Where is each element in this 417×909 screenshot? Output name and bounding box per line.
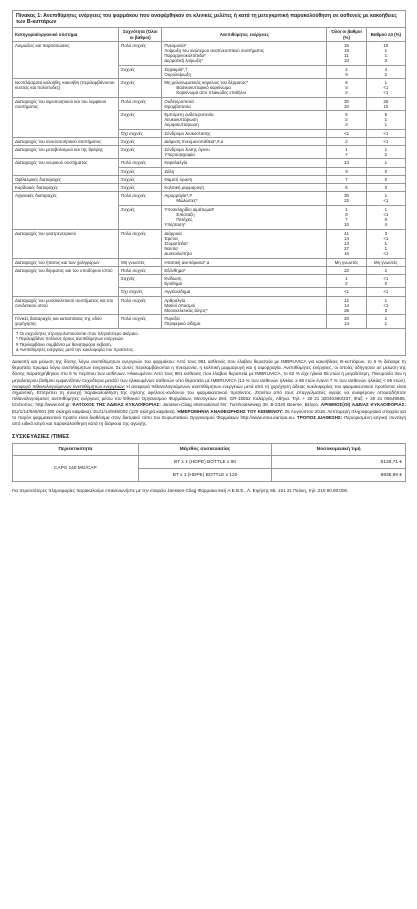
reaction-name: Λευκοκυττάρωση (164, 117, 198, 123)
grade3-value: 4 (384, 222, 388, 228)
frequency-cell: Συχνές (119, 146, 162, 159)
authorisation-number-label: ΑΡΙΘΜΟΣ(ΟΙ) ΑΔΕΙΑΣ ΚΥΚΛΟΦΟΡΙΑΣ: (320, 402, 406, 408)
frequency-cell: Συχνές (119, 167, 162, 175)
grade3-value: 1 (384, 117, 388, 123)
reaction-cell (162, 258, 327, 266)
table-row (13, 266, 406, 274)
reaction-cell (162, 137, 327, 145)
all-grades-value: 30 (344, 98, 349, 104)
grade3-cell (366, 65, 405, 78)
all-grades-value: 27 (344, 246, 349, 252)
all-grades-value: 41 (344, 230, 349, 236)
grade3-value: <1 (383, 90, 389, 96)
grade3-value: 1 (384, 80, 388, 86)
reaction-name: Ζάλη (164, 168, 175, 174)
all-grades-cell (327, 192, 366, 205)
price-cell: 5128,71 € (272, 456, 406, 469)
grade3-value: 3 (384, 307, 388, 313)
grade3-cell (366, 175, 405, 183)
table-row (13, 315, 406, 328)
all-grades-cell (327, 175, 366, 183)
grade3-value: 2 (384, 152, 388, 158)
reaction-name: Διάμεση πνευμονοπάθεια*,#,a (164, 138, 224, 144)
all-grades-value: 11 (344, 53, 349, 59)
reaction-name: Μυοσκελετικός άλγος* (164, 307, 208, 313)
grade3-cell (366, 274, 405, 287)
all-grades-cell (327, 159, 366, 167)
grade3-value: 1 (384, 53, 388, 59)
revision-date-label: ΗΜΕΡΟΜΗΝΙΑ ΑΝΑΘΕΩΡΗΣΗΣ ΤΟΥ ΚΕΙΜΕΝΟΥ: (177, 408, 284, 414)
grade3-value: 10 (383, 103, 389, 109)
all-grades-value: 20 (344, 316, 349, 322)
table-row (13, 97, 406, 110)
grade3-cell (366, 296, 405, 315)
table-row (13, 184, 406, 192)
all-grades-cell (327, 266, 366, 274)
reaction-cell (162, 79, 327, 98)
frequency-cell: Πολύ συχνές (119, 192, 162, 205)
all-grades-value: 2 (345, 117, 348, 123)
all-grades-value: 3 (345, 85, 348, 91)
grade3-cell (366, 111, 405, 130)
grade3-cell (366, 184, 405, 192)
grade3-cell (366, 79, 405, 98)
frequency-cell: Πολύ συχνές (119, 266, 162, 274)
all-grades-value: 6 (345, 80, 348, 86)
all-grades-value: Μη γνωστές (334, 259, 359, 265)
revision-date-text: 25 Αυγούστου 2016. Λεπτομερή πληροφοριακά στοιχεία για το παρόν φαρμακευτικό προϊόν είναι διαθέσιμα στον δικτυακό τόπο του Ευρωπαϊκού Οργανισμού Φαρμάκων http://www.ema.europa.eu. (12, 408, 407, 420)
footnote: † Οι συχνότητες στρογγυλοποιούνται στον πλησιέστερο ακέραιο. (16, 330, 139, 336)
document-page (12, 10, 406, 494)
reaction-cell (162, 146, 327, 159)
reaction-name: Υπέρταση* (164, 222, 186, 228)
all-grades-cell (327, 315, 366, 328)
all-grades-value: 9 (345, 168, 348, 174)
grade3-value: 0 (384, 217, 388, 223)
reaction-cell (162, 129, 327, 137)
all-grades-cell (327, 41, 366, 65)
all-grades-value: 19 (344, 48, 349, 54)
reaction-name: Λοίμωξη του ανώτερου αναπνευστικού συστήματος (164, 48, 265, 54)
reaction-cell (162, 97, 327, 110)
reaction-cell (162, 296, 327, 315)
soc-cell: Διαταραχές του μυοσκελετικού συστήματος και του συνδετικού ιστού (13, 296, 119, 315)
dose-discontinuation-text: Διακοπή και μείωση της δόσης λόγω ανεπιθύμητων ενεργειών του φαρμάκου: Από τους 981 ασθενείς που έλαβαν θεραπεία με IMBRUVICA για κακοήθειες Β-κυττάρων, το 5 % διέκοψε τη θεραπεία πρώιμα λόγω ανεπιθύμητων ενεργειών. Σε αυτές περιλαμβάνονται η πνευμονία, η κολπική μαρμαρυγή και η αιμορραγία. Ανεπιθύμητες ενέργειες, οι οποίες οδήγησαν σε μείωση της δόσης παρατηρήθηκαν στο 5 % περίπου των ασθενών. Ηλικιωμένοι: Από τους 981 ασθενείς που έλαβαν θεραπεία με IMBRUVICA, το 62 % είχε ηλικία 65 ετών ή μεγαλύτερη. Πνευμονία 3ου ή μεγαλύτερου βαθμού εμφανιζόταν συχνότερα μεταξύ των ηλικιωμένων ασθενών υπό θεραπεία με IMBRUVICA (13 % των ασθενών ηλικίας ≥ 65 ετών έναντι 7 % των ασθενών ηλικίας < 65 ετών). (12, 358, 406, 383)
grade3-cell (366, 315, 405, 328)
reaction-name: Έμετος (164, 235, 179, 241)
all-grades-value: 4 (345, 66, 348, 72)
reaction-cell (162, 167, 327, 175)
all-grades-cell (327, 288, 366, 296)
table-row (13, 137, 406, 145)
soc-cell: Διαταραχές του δέρματος και του υποδόριου ιστού (13, 266, 119, 296)
grade3-value: 1 (384, 193, 388, 199)
all-grades-value: 28 (344, 307, 349, 313)
reaction-cell (162, 274, 327, 287)
reaction-name: Ουρολοίμωξη (164, 71, 191, 77)
frequency-cell: Πολύ συχνές (119, 296, 162, 315)
grade3-value: 4 (384, 66, 388, 72)
grade3-cell (366, 229, 405, 258)
all-grades-value: 14 (344, 235, 349, 241)
grade3-value: 3 (384, 230, 388, 236)
holder-text: Janssen-Cilag International NV, Turnhoutseweg 30, B-2340 Beerse, Βέλγιο. (160, 402, 320, 408)
grade3-value: 26 (383, 98, 389, 104)
all-grades-cell (327, 184, 366, 192)
all-grades-value: 7 (345, 217, 348, 223)
grade3-cell (366, 266, 405, 274)
all-grades-value: 1 (345, 275, 348, 281)
frequency-cell: Όχι συχνές (119, 129, 162, 137)
table-row (13, 159, 406, 167)
grade3-cell (366, 205, 405, 229)
reaction-name: Εξάνθημα* (164, 267, 186, 273)
grade3-value: <1 (383, 289, 389, 295)
all-grades-cell (327, 274, 366, 287)
grade3-cell (366, 288, 405, 296)
all-grades-value: 13 (344, 240, 349, 246)
all-grades-value: <1 (344, 289, 350, 295)
grade3-value: 1 (384, 147, 388, 153)
packaging-row (13, 456, 406, 469)
table-row (13, 79, 406, 98)
reaction-name: Μη μελανωματικός καρκίνος του δέρματος* (164, 80, 249, 86)
table-row (13, 175, 406, 183)
reaction-cell (162, 205, 327, 229)
all-grades-cell (327, 79, 366, 98)
table-body (13, 41, 406, 328)
grade3-value: <1 (383, 211, 389, 217)
reaction-cell (162, 184, 327, 192)
soc-cell: Διαταραχές του αιμοποιητικού και του λεμφικού συστήματος (13, 97, 119, 137)
reaction-name: Ηπατική ανεπάρκεια*,a (164, 259, 210, 265)
frequency-cell: Συχνές (119, 205, 162, 229)
footnote: a Ανεπιθύμητες ενέργειες μετά την κυκλοφορία του προϊόντος. (16, 347, 135, 353)
prescribing-info-paragraph (12, 359, 406, 427)
all-grades-value: 22 (344, 267, 349, 273)
grade3-value: <1 (383, 302, 389, 308)
soc-cell: Διαταραχές του μεταβολισμού και της θρέψης (13, 146, 119, 159)
grade3-value: 1 (384, 321, 388, 327)
grade3-value: 0 (384, 168, 388, 174)
grade3-value: 1 (384, 206, 388, 212)
holder-label: ΚΑΤΟΧΟΣ ΤΗΣ ΑΔΕΙΑΣ ΚΥΚΛΟΦΟΡΙΑΣ: (72, 402, 161, 408)
table-row (13, 296, 406, 315)
table-row (13, 41, 406, 65)
all-grades-cell (327, 129, 366, 137)
reaction-cell (162, 175, 327, 183)
reaction-name: Περιφερικό οίδημα (164, 321, 201, 327)
all-grades-value: 7 (345, 152, 348, 158)
grade3-value: 1 (384, 48, 388, 54)
all-grades-value: 16 (344, 42, 349, 48)
packaging-table (12, 443, 406, 482)
frequency-cell: Συχνές (119, 79, 162, 98)
reaction-cell (162, 229, 327, 258)
header-frequency: Συχνότητα (Όλοι οι βαθμοί) (119, 28, 162, 41)
reaction-cell (162, 65, 327, 78)
grade3-value: 5 (384, 112, 388, 118)
all-grades-value: 10 (344, 222, 349, 228)
frequency-cell: Συχνές (119, 274, 162, 287)
table-row (13, 258, 406, 266)
reaction-name: Εμπύρετη ουδετεροπενία (164, 112, 214, 118)
frequency-cell: Μη γνωστές (119, 258, 162, 266)
reaction-name: Κολπική μαρμαρυγή (164, 185, 204, 191)
grade3-value: 1 (384, 246, 388, 252)
all-grades-value: 2 (345, 281, 348, 287)
reaction-cell (162, 288, 327, 296)
header-strength: Περιεκτικότητα (13, 444, 139, 456)
table-caption: Πίνακας 1: Ανεπιθύμητες ενέργειες του φαρμάκου που αναφέρθηκαν σε κλινικές μελέτες ή κατά τη μετεγκριτική παρακολούθηση σε ασθενείς με κακοήθειες των Β-κυττάρων (13, 11, 406, 28)
supply-text: Περιορισμένη ιατρική συνταγή από ειδικό ιατρό και παρακολούθηση κατά τη διάρκεια της αγωγής. (12, 414, 406, 426)
header-hospital-price: Νοσοκομειακή τιμή (272, 444, 406, 456)
grade3-cell (366, 97, 405, 110)
grade3-value: 10 (383, 42, 389, 48)
all-grades-cell (327, 146, 366, 159)
grade3-value: <1 (383, 198, 389, 204)
reaction-name: Υποσκληρίδιο αιμάτωμα# (164, 206, 214, 212)
reaction-name: Δερματική λοίμωξη* (164, 58, 203, 64)
frequency-cell: Συχνές (119, 175, 162, 183)
all-grades-value: 7 (345, 176, 348, 182)
reaction-name: Θρομβοπενία (164, 103, 191, 109)
grade3-value: 3 (384, 58, 388, 64)
reaction-name: Διάρροια (164, 230, 182, 236)
frequency-cell: Συχνές (119, 184, 162, 192)
price-cell: 6835,89 € (272, 469, 406, 482)
grade3-value: Μη γνωστές (374, 259, 398, 265)
frequency-cell: Πολύ συχνές (119, 41, 162, 65)
soc-cell: Διαταραχές του γαστρεντερικού (13, 229, 119, 258)
all-grades-cell (327, 229, 366, 258)
authorisation-number-text: EU/1/14/945/001 (90 σκληρά καψάκια). EU/1/14/945/002 (120 σκληρά καψάκια). (12, 408, 176, 414)
contact-footer: Για περισσότερες πληροφορίες παρακαλούμε επικοινωνήστε με την εταιρεία Janssen-Cilag Φαρμακευτική Α.Ε.Β.Ε., Λ. Ειρήνης 56, 151 21 Πεύκη, τηλ. 210 80.90.000. (12, 488, 349, 494)
all-grades-value: 14 (344, 321, 349, 327)
all-grades-value: 1 (345, 206, 348, 212)
reaction-name: Βασικοκυτταρικό καρκίνωμα (176, 85, 231, 91)
all-grades-cell (327, 205, 366, 229)
all-grades-cell (327, 137, 366, 145)
all-grades-value: 13 (344, 160, 349, 166)
table-row (13, 229, 406, 258)
header-pack-size: Μέγεθος συσκευασίας (138, 444, 272, 456)
reaction-name: Σύνδρομο λύσης όγκου (164, 147, 210, 153)
packaging-header-row (13, 444, 406, 456)
reaction-name: Υπερουριχαιμία (164, 152, 195, 158)
reaction-cell (162, 111, 327, 130)
grade3-value: 2 (384, 316, 388, 322)
footnote: * Περιλαμβάνει πολλούς όρους ανεπιθύμητων ενεργειών. (16, 336, 125, 342)
grade3-value: 1 (384, 122, 388, 128)
reaction-name: Πνευμονία* (164, 42, 187, 48)
reaction-name: Θαμπή όραση (164, 176, 193, 182)
packaging-title: ΣΥΣΚΕΥΑΣΙΕΣ /ΤΙΜΕΣ (12, 434, 70, 441)
reaction-cell (162, 192, 327, 205)
all-grades-cell (327, 97, 366, 110)
soc-cell: Διαταραχές του νευρικού συστήματος (13, 159, 119, 175)
reaction-name: Σύνδρομο λευκόστασης (164, 130, 211, 136)
frequency-cell: Πολύ συχνές (119, 229, 162, 258)
reaction-name: Αγγειοοίδημα (164, 289, 191, 295)
all-grades-cell (327, 258, 366, 266)
reaction-cell (162, 315, 327, 328)
reaction-name: Μυϊκοί σπασμοί (164, 302, 196, 308)
all-grades-value: 2 (345, 138, 348, 144)
all-grades-value: 5 (345, 112, 348, 118)
frequency-cell: Όχι συχνές (119, 288, 162, 296)
grade3-value: <1 (383, 138, 389, 144)
reaction-cell (162, 266, 327, 274)
all-grades-value: 2 (345, 122, 348, 128)
all-grades-value: 9 (345, 71, 348, 77)
grade3-cell (366, 146, 405, 159)
reaction-name: Δυσκοιλιότητα (164, 251, 192, 257)
table-header-row (13, 28, 406, 41)
all-grades-value: 30 (344, 193, 349, 199)
all-grades-cell (327, 111, 366, 130)
all-grades-value: 12 (344, 297, 349, 303)
pack-size-cell: BT x 1 (HDPE) BOTTLE x 120 (138, 469, 272, 482)
grade3-value: <1 (383, 251, 389, 257)
grade3-value: <1 (383, 235, 389, 241)
all-grades-value: 16 (344, 251, 349, 257)
reaction-name: Σηψαιμία*,† (164, 66, 188, 72)
grade3-value: 2 (384, 71, 388, 77)
reaction-name: Αρθραλγία (164, 297, 186, 303)
grade3-value: 3 (384, 185, 388, 191)
supply-label: ΤΡΟΠΟΣ ΔΙΑΘΕΣΗΣ: (296, 414, 343, 420)
soc-cell: Νεοπλάσματα καλοήθη, κακοήθη (περιλαμβάνονται κύστεις και πολύποδες) (13, 79, 119, 98)
soc-cell: Γενικές διαταραχές και καταστάσεις της οδού χορήγησης (13, 315, 119, 328)
all-grades-cell (327, 167, 366, 175)
grade3-cell (366, 192, 405, 205)
grade3-cell (366, 167, 405, 175)
grade3-value: 0 (384, 176, 388, 182)
header-all-grades: Όλοι οι βαθμοί (%) (327, 28, 366, 41)
reaction-cell (162, 41, 327, 65)
table-row (13, 146, 406, 159)
reaction-name: Μώλωπες* (176, 198, 198, 204)
all-grades-value: 8 (345, 211, 348, 217)
all-grades-value: 1 (345, 147, 348, 153)
all-grades-value: 6 (345, 185, 348, 191)
all-grades-value: 22 (344, 198, 349, 204)
reaction-cell (162, 159, 327, 167)
frequency-cell: Συχνές (119, 137, 162, 145)
adverse-reactions-table (12, 10, 406, 356)
grade3-cell (366, 258, 405, 266)
soc-cell: Αγγειακές διαταραχές (13, 192, 119, 229)
reaction-name: Παραρρινοκολπίτιδα* (164, 53, 206, 59)
reaction-name: Επίσταξη (176, 211, 195, 217)
grade3-value: 1 (384, 240, 388, 246)
reaction-name: Αιμορραγία*,# (164, 193, 192, 199)
reaction-name: Πυρεξία (164, 316, 180, 322)
grade3-value: 1 (384, 160, 388, 166)
header-soc: Κατηγορία/οργανικό σύστημα (13, 28, 119, 41)
reaction-name: Καρκίνωμα από πλακώδες επιθήλιο (176, 90, 247, 96)
grade3-value: 0 (384, 281, 388, 287)
all-grades-value: 14 (344, 302, 349, 308)
grade3-value: 2 (384, 267, 388, 273)
grade3-cell (366, 137, 405, 145)
reaction-name: Κνίδωση (164, 275, 182, 281)
reaction-name: Στοματίτιδα* (164, 240, 189, 246)
frequency-cell: Πολύ συχνές (119, 159, 162, 167)
soc-cell: Καρδιακές διαταραχές (13, 184, 119, 192)
soc-cell: Διαταραχές του ήπατος και των χοληφόρων (13, 258, 119, 266)
footnote: # Περιλαμβάνει συμβάντα με θανατηφόρα έκβαση. (16, 341, 112, 347)
reaction-name: Λεμφοκυττάρωση (164, 122, 199, 128)
reaction-name: Πετέχιες (176, 217, 193, 223)
reaction-name: Κεφαλαλγία (164, 160, 188, 166)
grade3-value: 1 (384, 297, 388, 303)
all-grades-cell (327, 65, 366, 78)
reporting-label: Αναφορά πιθανολογούμενων ανεπιθύμητων ενεργειών: (12, 383, 126, 389)
frequency-cell: Συχνές (119, 65, 162, 78)
grade3-value: <1 (383, 275, 389, 281)
grade3-cell (366, 159, 405, 167)
reaction-name: Ερύθημα (164, 281, 183, 287)
reaction-name: Ουδετεροπενία (164, 98, 194, 104)
pack-size-cell: BT x 1 (HDPE) BOTTLE x 90 (138, 456, 272, 469)
all-grades-value: 2 (345, 90, 348, 96)
frequency-cell: Πολύ συχνές (119, 315, 162, 328)
grade3-value: <1 (383, 85, 389, 91)
header-reactions: Ανεπιθύμητες ενέργειες (162, 28, 327, 41)
frequency-cell: Πολύ συχνές (119, 97, 162, 110)
soc-cell: Διαταραχές του ανοσοποιητικού συστήματος (13, 137, 119, 145)
strength-cell: CAPS 140 MG/CAP (13, 456, 139, 482)
all-grades-value: 10 (344, 58, 349, 64)
table-row (13, 192, 406, 205)
soc-cell: Λοιμώξεις και παρασιτώσεις (13, 41, 119, 78)
reaction-name: Ναυτία (164, 246, 178, 252)
all-grades-value: <1 (344, 130, 350, 136)
grade3-value: <1 (383, 130, 389, 136)
frequency-cell: Συχνές (119, 111, 162, 130)
table-footnotes (13, 328, 406, 355)
all-grades-value: 20 (344, 103, 349, 109)
header-grade3: Βαθμού ≥3 (%) (366, 28, 405, 41)
soc-cell: Οφθαλμικές διαταραχές (13, 175, 119, 183)
all-grades-cell (327, 296, 366, 315)
grade3-cell (366, 41, 405, 65)
grade3-cell (366, 129, 405, 137)
reporting-text: Η αναφορά πιθανολογούμενων ανεπιθύμητων ενεργειών μετά από τη χορήγηση άδειας κυκλοφορίας του φαρμακευτικού προϊόντος είναι σημαντική. Επιτρέπει τη συνεχή παρακολούθηση της σχέσης οφέλους-κινδύνου του φαρμακευτικού προϊόντος. Ζητείται από τους επαγγελματίες υγείας να αναφέρουν οποιεσδήποτε πιθανολογούμενες ανεπιθύμητες ενέργειες μέσω του Εθνικού Οργανισμού Φαρμάκων, Μεσογείων 284, GR-15562 Χολαργός, Αθήνα. Τηλ: + 30 21 32040380/337, Φαξ: + 30 21 06549585, Ιστότοπος: http://www.eof.gr. (12, 383, 406, 408)
